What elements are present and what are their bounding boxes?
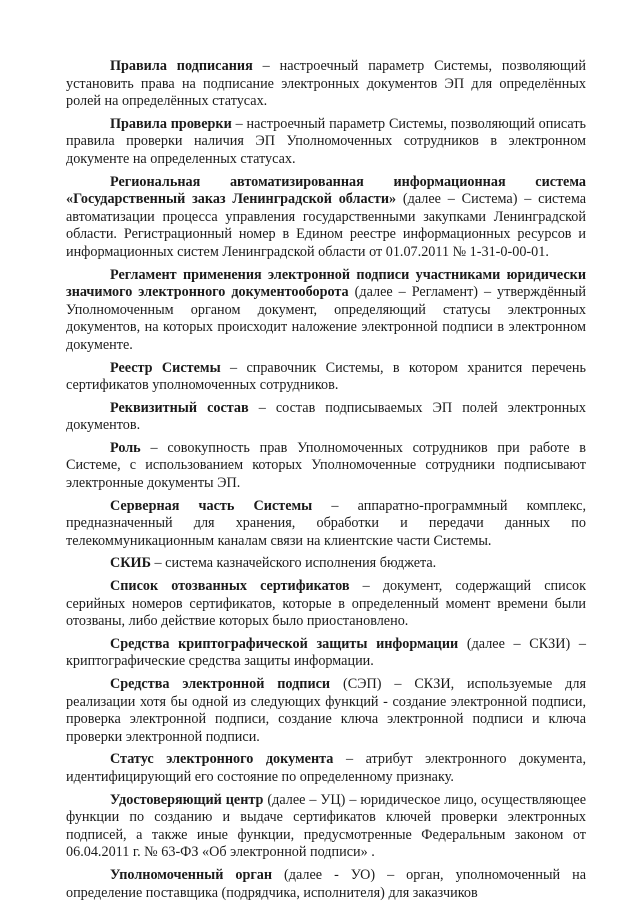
definition-term: Правила подписания [110,58,253,74]
definition-text: – настроечный параметр Системы, позволяющий установить права на подписание электронных документов ЭП для определённых ролей на определённых статусах. [66,58,586,110]
definition-text: (далее – УЦ) – юридическое лицо, осуществляющее функции по созданию и выдаче сертификатов ключей проверки электронных подписей, а также иные функции, предусмотренные Федеральным законом от 06.04.2011 г. № 63-ФЗ «Об электронной подписи» . [66,791,586,861]
definition-text: (далее - УО) – орган, уполномоченный на определение поставщика (подрядчика, исполнителя) для заказчиков [66,866,586,901]
definition-paragraph [66,116,586,169]
definition-paragraph [66,174,586,262]
definition-term: Удостоверяющий центр [110,791,264,808]
definition-term: Серверная часть Системы [110,497,313,514]
definition-paragraph [66,400,586,435]
definition-paragraph [66,636,586,671]
definition-term: Уполномоченный орган [110,866,273,883]
definition-term: Роль [110,439,141,456]
definition-text: (далее – Регламент) – утверждённый Уполномоченным органом документ, определяющий статусы электронных документов, на которых происходит наложение электронной подписи в электронном документе. [66,284,586,353]
definition-text: – совокупность прав Уполномоченных сотрудников при работе в Системе, с использованием которых Уполномоченные сотрудники подписывают электронные документы ЭП. [66,439,586,492]
definition-term: Статус электронного документа [110,751,334,768]
definition-term: Реестр Системы [110,359,221,376]
definition-paragraph [66,751,586,786]
definition-term: Правила проверки [110,115,232,132]
definition-text: – аппаратно-программный комплекс, предназначенный для хранения, обработки и передачи данных по телекоммуникационным каналам связи на клиентские части Системы. [66,497,586,549]
definition-text: – состав подписываемых ЭП полей электронных документов. [66,399,586,434]
definition-paragraph [66,555,586,573]
definition-paragraph [66,792,586,862]
definition-text: (СЭП) – СКЗИ, используемые для реализации хотя бы одной из следующих функций - создание электронной подписи, проверка электронной подписи, создание ключа электронной подписи и ключа проверки электронной подписи. [66,676,586,745]
definition-text: – справочник Системы, в котором хранится перечень сертификатов уполномоченных сотрудников. [66,359,586,394]
definition-term: Средства криптографической защиты информации [110,635,459,652]
definition-paragraph [66,578,586,631]
definition-paragraph [66,267,586,355]
definition-term: Регламент применения электронной подписи участниками юридически значимого электронного документооборота [66,266,586,301]
definition-term: СКИБ [110,555,151,572]
definition-paragraph [66,58,586,111]
definition-term: Региональная автоматизированная информационная система «Государственный заказ Ленинградской области» [66,173,586,208]
definition-term: Реквизитный состав [110,399,249,416]
definition-text: – атрибут электронного документа, идентифицирующий его состояние по определенному признаку. [66,751,586,785]
definition-paragraph [66,867,586,902]
definition-text: (далее – Система) – система автоматизации процесса управления государственными закупками Ленинградской области. Регистрационный номер в Едином реестре информационных ресурсов и информационных систем Ленинградской области от 01.07.2011 № 1-31-0-00-01. [66,191,587,260]
definition-text: – документ, содержащий список серийных номеров сертификатов, которые в определенный момент времени были отозваны, либо действие которых было приостановлено. [66,578,586,630]
definition-paragraph [66,440,586,493]
definition-text: – система казначейского исполнения бюджета. [150,555,437,572]
definition-term: Средства электронной подписи [110,676,331,692]
definition-paragraph [66,360,586,395]
definition-term: Список отозванных сертификатов [110,578,350,595]
definition-text: (далее – СКЗИ) – криптографические средства защиты информации. [66,635,586,670]
definition-paragraph [66,676,586,746]
definition-text: – настроечный параметр Системы, позволяющий описать правила проверки наличия ЭП Уполномоченных сотрудников в электронном документе на определенных статусах. [66,115,587,167]
definition-paragraph [66,498,586,551]
